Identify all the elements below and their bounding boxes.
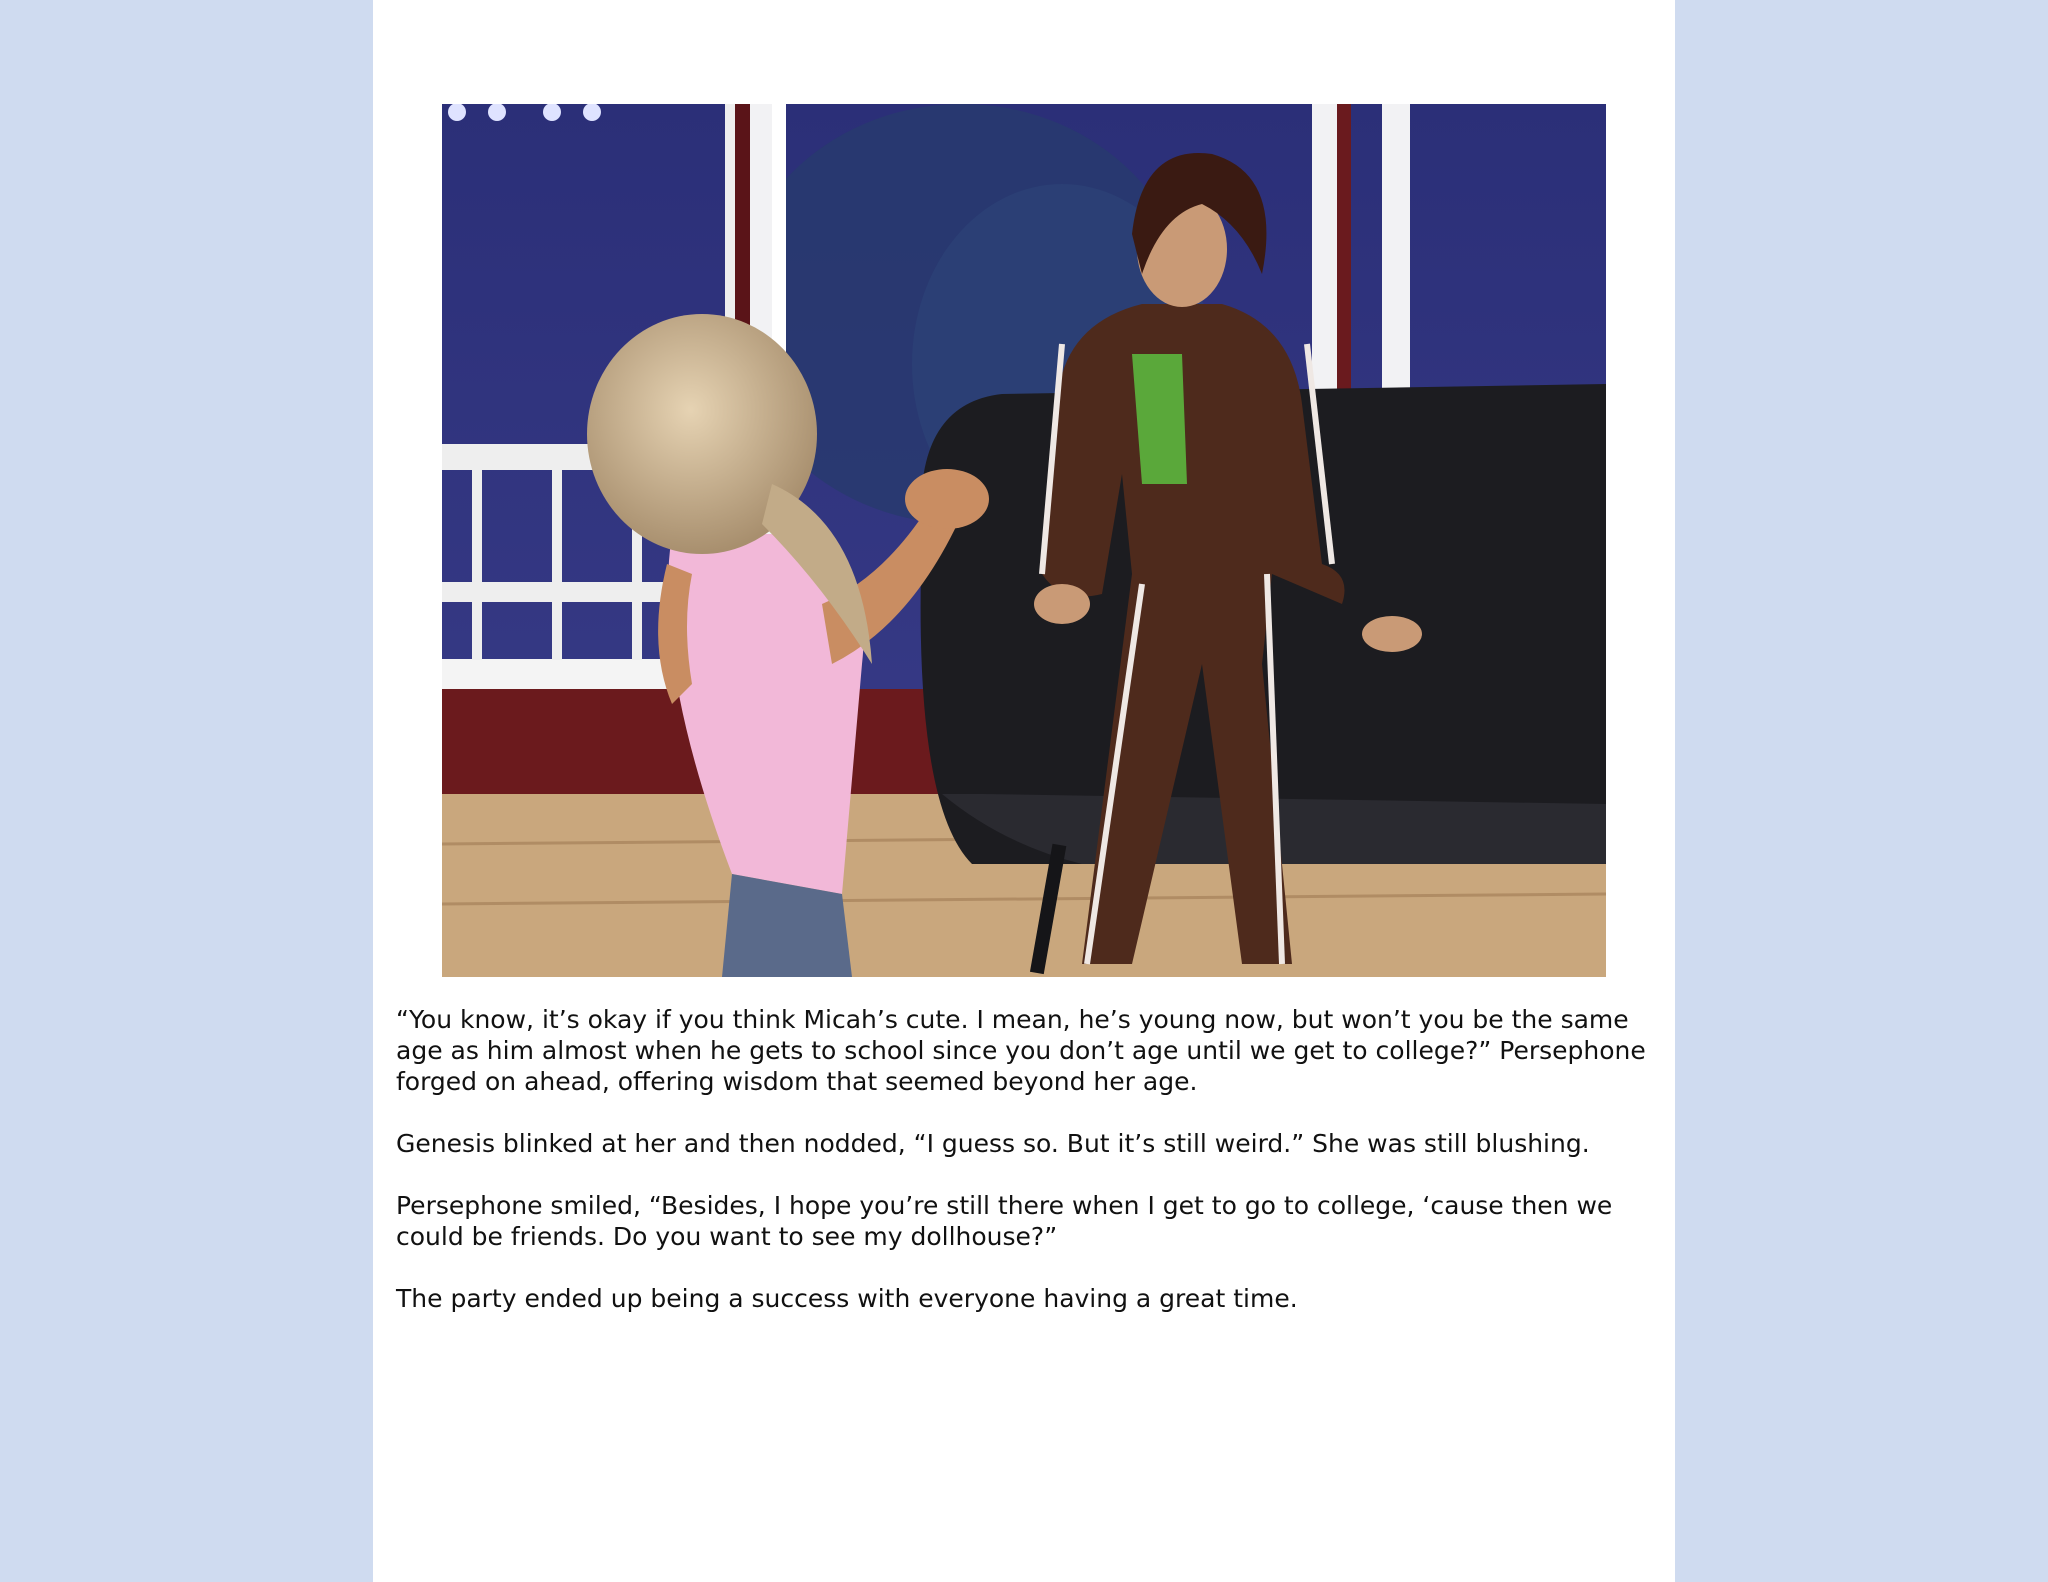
story-screenshot-image [442, 104, 1606, 977]
story-paragraph: The party ended up being a success with everyone having a great time. [396, 1284, 1298, 1313]
story-paragraph: Genesis blinked at her and then nodded, “I guess so. But it’s still weird.” She was still blushing. [396, 1129, 1590, 1158]
story-paragraph: Persephone smiled, “Besides, I hope you’re still there when I get to go to college, ‘cause then we could be friends. Do you want to see my dollhouse?” [396, 1191, 1613, 1251]
page-column [373, 0, 1675, 1582]
story-text [396, 1004, 1652, 1345]
story-paragraph: “You know, it’s okay if you think Micah’s cute. I mean, he’s young now, but won’t you be the same age as him almost when he gets to school since you don’t age until we get to college?” Persephone forged on ahead, offering wisdom that seemed beyond her age. [396, 1005, 1646, 1096]
